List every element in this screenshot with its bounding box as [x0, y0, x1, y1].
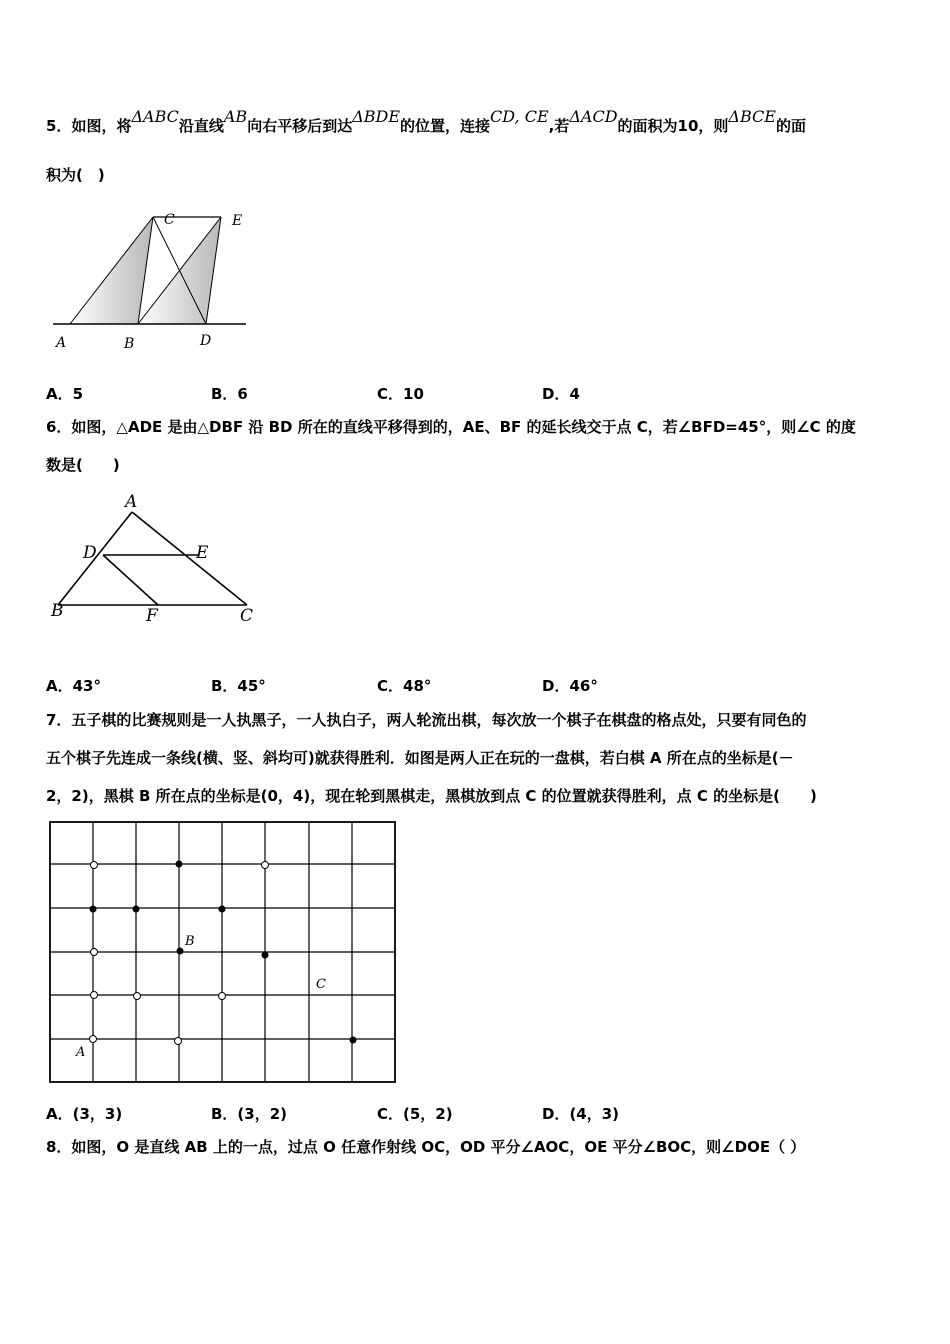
white-stone: [219, 993, 226, 1000]
q6-option-b[interactable]: B．45°: [211, 677, 266, 695]
label-d: D: [83, 543, 97, 563]
q5-option-c[interactable]: C．10: [377, 385, 424, 403]
q5-option-a[interactable]: A．5: [46, 385, 84, 403]
math-acd: ΔACD: [569, 107, 618, 126]
segment-df: [103, 555, 158, 605]
q8-line1: 8．如图，O 是直线 AB 上的一点，过点 O 任意作射线 OC，OD 平分∠AOC，OE 平分∠BOC，则∠DOE（ ）: [46, 1138, 806, 1156]
q5-figure: [48, 205, 258, 355]
q6-option-d[interactable]: D．46°: [542, 677, 598, 695]
q7-line1: 7．五子棋的比赛规则是一人执黑子，一人执白子，两人轮流出棋，每次放一个棋子在棋盘的格点处，只要有同色的: [46, 711, 807, 729]
white-stone: [175, 1038, 182, 1045]
white-stone-a: [90, 1036, 97, 1043]
white-stone: [262, 862, 269, 869]
math-ab: AB: [223, 107, 248, 126]
black-stone: [133, 906, 140, 913]
label-c: C: [316, 977, 326, 992]
label-e: E: [232, 213, 243, 229]
label-f: F: [146, 606, 158, 626]
q6-line2: 数是( ): [46, 456, 120, 474]
label-a: A: [125, 492, 138, 512]
black-stone-b: [177, 948, 184, 955]
label-c: C: [240, 606, 254, 626]
math-cd-ce: CD, CE: [490, 107, 549, 126]
math-bce: ΔBCE: [728, 107, 776, 126]
q7-option-d[interactable]: D．(4，3): [542, 1105, 620, 1123]
q5-line2: 积为( ): [46, 166, 105, 184]
q5-line1: 5．如图，将ΔABC沿直线AB向右平移后到达ΔBDE的位置，连接CD, CE,若ΔACD的面积为10，则ΔBCE的面: [46, 107, 806, 135]
q7-option-a[interactable]: A．(3，3): [46, 1105, 123, 1123]
label-b: B: [51, 601, 64, 621]
black-stone: [350, 1037, 357, 1044]
q5-option-b[interactable]: B．6: [211, 385, 248, 403]
q6-line1: 6．如图，△ADE 是由△DBF 沿 BD 所在的直线平移得到的，AE、BF 的延长线交于点 C，若∠BFD=45°，则∠C 的度: [46, 418, 856, 436]
q6-option-c[interactable]: C．48°: [377, 677, 432, 695]
black-stone: [219, 906, 226, 913]
label-d: D: [200, 333, 212, 349]
white-stone: [91, 992, 98, 999]
label-b: B: [185, 934, 195, 949]
label-c: C: [164, 212, 175, 228]
q6-figure: [48, 488, 268, 628]
black-stone: [262, 952, 269, 959]
label-a: A: [56, 335, 67, 351]
q7-option-c[interactable]: C．(5，2): [377, 1105, 453, 1123]
label-e: E: [196, 543, 209, 563]
q7-option-b[interactable]: B．(3，2): [211, 1105, 288, 1123]
q6-option-a[interactable]: A．43°: [46, 677, 101, 695]
black-stone: [176, 861, 183, 868]
q7-gomoku-board: [48, 820, 398, 1084]
segment-ac: [132, 512, 247, 605]
white-stone: [91, 949, 98, 956]
label-a: A: [76, 1045, 86, 1060]
white-stone: [91, 862, 98, 869]
math-abc: ΔABC: [131, 107, 179, 126]
label-b: B: [124, 336, 135, 352]
q5-number: 5．: [46, 117, 72, 135]
black-stone: [90, 906, 97, 913]
q7-line2: 五个棋子先连成一条线(横、竖、斜均可)就获得胜利．如图是两人正在玩的一盘棋，若白棋 A 所在点的坐标是(－: [46, 749, 794, 767]
math-bde: ΔBDE: [352, 107, 401, 126]
q5-option-d[interactable]: D．4: [542, 385, 580, 403]
white-stone: [134, 993, 141, 1000]
q7-line3: 2，2)，黑棋 B 所在点的坐标是(0，4)，现在轮到黑棋走，黑棋放到点 C 的位置就获得胜利，点 C 的坐标是( ): [46, 787, 817, 805]
